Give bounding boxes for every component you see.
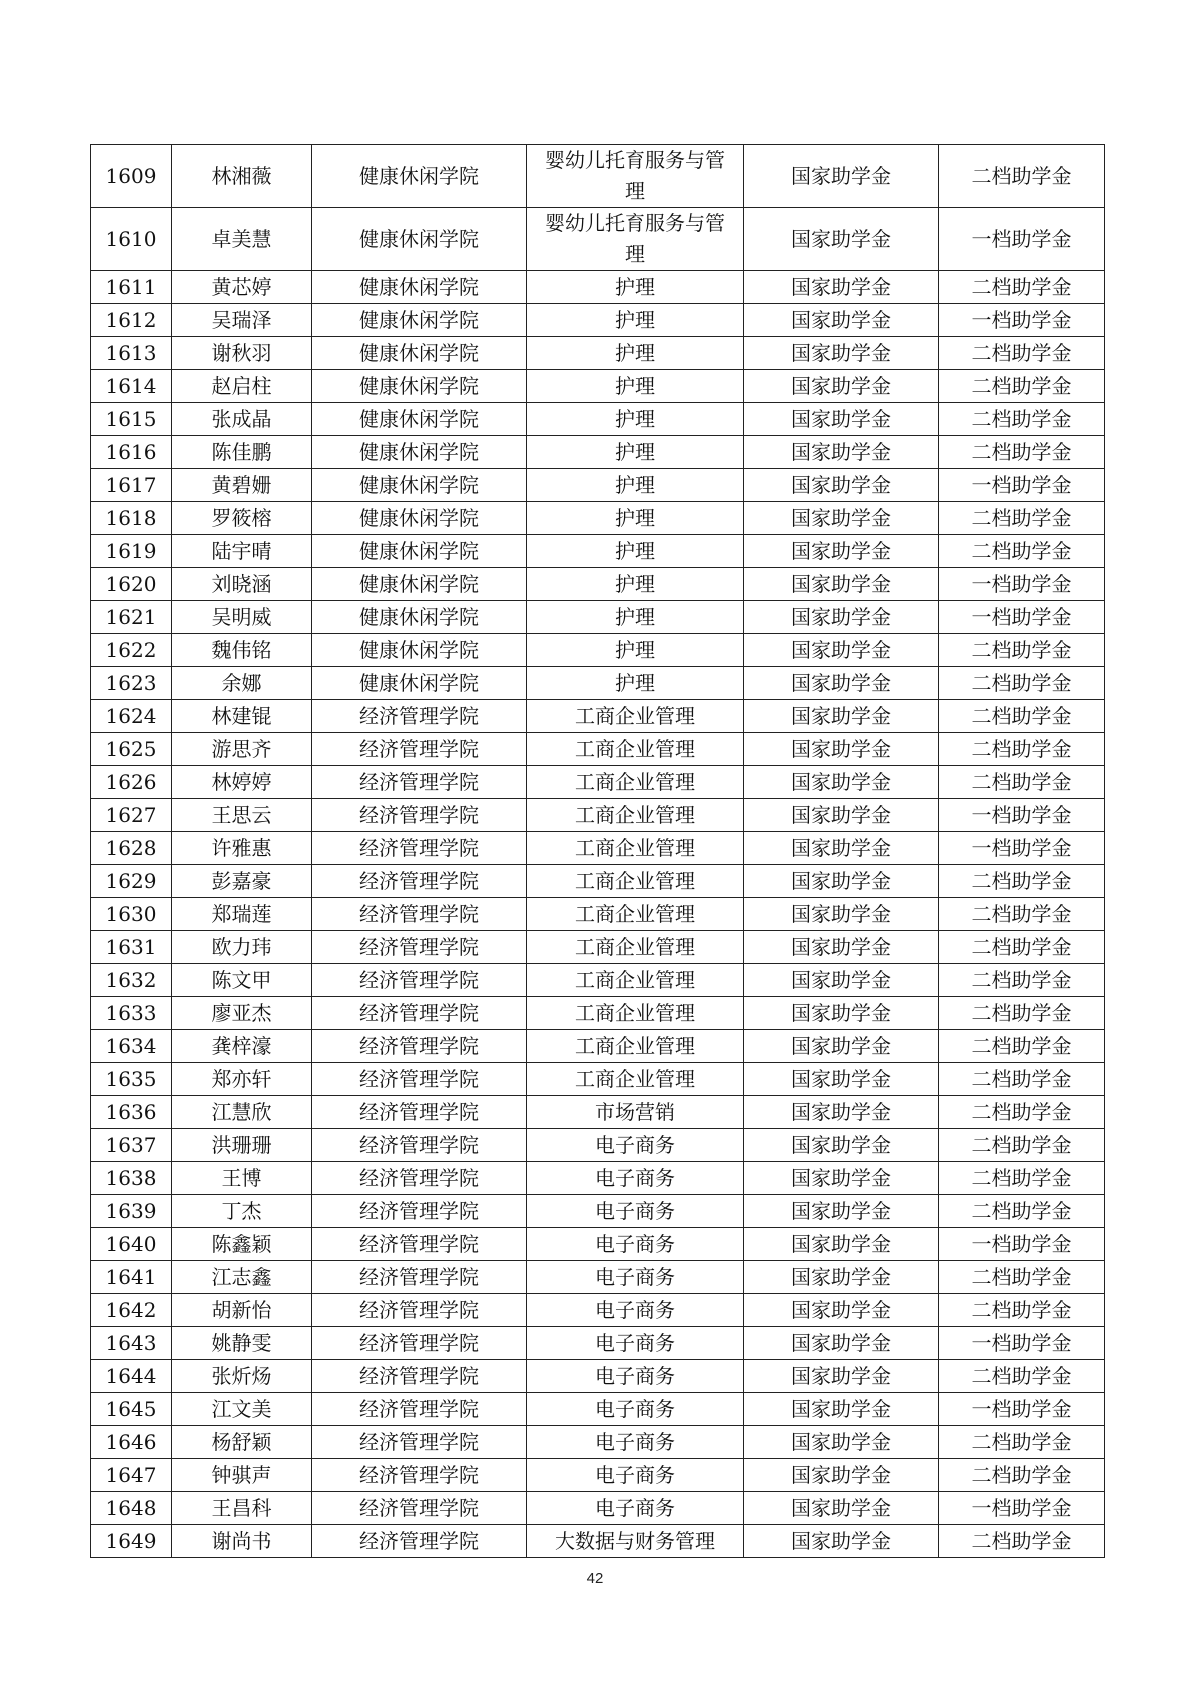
cell-grant-level: 二档助学金 [939, 1195, 1105, 1228]
cell-college: 经济管理学院 [312, 997, 527, 1030]
cell-number: 1639 [91, 1195, 172, 1228]
table-row [91, 1525, 1105, 1558]
cell-college: 经济管理学院 [312, 1195, 527, 1228]
cell-grant-type: 国家助学金 [744, 271, 939, 304]
cell-college: 经济管理学院 [312, 1294, 527, 1327]
cell-grant-type: 国家助学金 [744, 1459, 939, 1492]
cell-major: 大数据与财务管理 [527, 1525, 744, 1558]
cell-grant-level: 二档助学金 [939, 1459, 1105, 1492]
table-row [91, 700, 1105, 733]
cell-name: 王思云 [172, 799, 312, 832]
cell-college: 健康休闲学院 [312, 634, 527, 667]
cell-major: 工商企业管理 [527, 997, 744, 1030]
table-row [91, 601, 1105, 634]
cell-number: 1625 [91, 733, 172, 766]
table-row [91, 208, 1105, 271]
cell-grant-level: 二档助学金 [939, 766, 1105, 799]
cell-name: 游思齐 [172, 733, 312, 766]
cell-name: 王昌科 [172, 1492, 312, 1525]
table-row [91, 568, 1105, 601]
cell-college: 经济管理学院 [312, 964, 527, 997]
table-row [91, 832, 1105, 865]
cell-name: 吴瑞泽 [172, 304, 312, 337]
cell-grant-level: 二档助学金 [939, 898, 1105, 931]
cell-major: 工商企业管理 [527, 766, 744, 799]
cell-grant-type: 国家助学金 [744, 403, 939, 436]
cell-major: 婴幼儿托育服务与管理 [527, 145, 744, 208]
cell-number: 1647 [91, 1459, 172, 1492]
cell-number: 1612 [91, 304, 172, 337]
cell-grant-level: 二档助学金 [939, 1294, 1105, 1327]
cell-name: 江文美 [172, 1393, 312, 1426]
cell-name: 刘晓涵 [172, 568, 312, 601]
table-row [91, 1360, 1105, 1393]
cell-college: 经济管理学院 [312, 1459, 527, 1492]
cell-name: 陈鑫颖 [172, 1228, 312, 1261]
cell-grant-type: 国家助学金 [744, 898, 939, 931]
cell-grant-level: 一档助学金 [939, 568, 1105, 601]
table-row [91, 1393, 1105, 1426]
cell-grant-level: 一档助学金 [939, 304, 1105, 337]
cell-grant-type: 国家助学金 [744, 832, 939, 865]
cell-grant-level: 二档助学金 [939, 1096, 1105, 1129]
cell-grant-type: 国家助学金 [744, 568, 939, 601]
table-row [91, 634, 1105, 667]
cell-grant-type: 国家助学金 [744, 1228, 939, 1261]
cell-grant-level: 一档助学金 [939, 799, 1105, 832]
cell-grant-type: 国家助学金 [744, 997, 939, 1030]
cell-grant-type: 国家助学金 [744, 1426, 939, 1459]
table-row [91, 436, 1105, 469]
cell-college: 经济管理学院 [312, 1525, 527, 1558]
cell-grant-level: 一档助学金 [939, 1327, 1105, 1360]
table-row [91, 997, 1105, 1030]
cell-college: 健康休闲学院 [312, 667, 527, 700]
cell-name: 林建锟 [172, 700, 312, 733]
cell-grant-level: 一档助学金 [939, 1228, 1105, 1261]
cell-grant-type: 国家助学金 [744, 370, 939, 403]
cell-major: 电子商务 [527, 1393, 744, 1426]
cell-grant-type: 国家助学金 [744, 208, 939, 271]
cell-number: 1638 [91, 1162, 172, 1195]
cell-name: 吴明威 [172, 601, 312, 634]
cell-grant-level: 二档助学金 [939, 865, 1105, 898]
cell-grant-level: 二档助学金 [939, 403, 1105, 436]
cell-name: 郑瑞莲 [172, 898, 312, 931]
table-row [91, 337, 1105, 370]
table-row [91, 1195, 1105, 1228]
cell-grant-type: 国家助学金 [744, 1162, 939, 1195]
cell-grant-level: 二档助学金 [939, 700, 1105, 733]
cell-name: 丁杰 [172, 1195, 312, 1228]
table-row [91, 667, 1105, 700]
cell-major: 电子商务 [527, 1261, 744, 1294]
cell-grant-level: 二档助学金 [939, 145, 1105, 208]
cell-number: 1618 [91, 502, 172, 535]
cell-number: 1617 [91, 469, 172, 502]
cell-grant-level: 一档助学金 [939, 1393, 1105, 1426]
table-row [91, 1261, 1105, 1294]
cell-number: 1614 [91, 370, 172, 403]
grant-recipients-table [90, 144, 1105, 1558]
cell-grant-level: 一档助学金 [939, 1492, 1105, 1525]
cell-grant-level: 二档助学金 [939, 1162, 1105, 1195]
cell-grant-type: 国家助学金 [744, 766, 939, 799]
cell-major: 护理 [527, 568, 744, 601]
cell-college: 经济管理学院 [312, 1261, 527, 1294]
cell-name: 杨舒颖 [172, 1426, 312, 1459]
cell-grant-type: 国家助学金 [744, 304, 939, 337]
cell-grant-type: 国家助学金 [744, 535, 939, 568]
cell-college: 经济管理学院 [312, 799, 527, 832]
cell-college: 经济管理学院 [312, 1327, 527, 1360]
cell-major: 护理 [527, 667, 744, 700]
cell-major: 工商企业管理 [527, 832, 744, 865]
table-row [91, 1096, 1105, 1129]
cell-number: 1630 [91, 898, 172, 931]
cell-number: 1626 [91, 766, 172, 799]
cell-number: 1635 [91, 1063, 172, 1096]
cell-college: 经济管理学院 [312, 733, 527, 766]
cell-major: 电子商务 [527, 1162, 744, 1195]
cell-grant-level: 二档助学金 [939, 931, 1105, 964]
cell-grant-level: 二档助学金 [939, 1030, 1105, 1063]
table-row [91, 799, 1105, 832]
cell-major: 护理 [527, 304, 744, 337]
cell-grant-level: 二档助学金 [939, 1360, 1105, 1393]
cell-major: 电子商务 [527, 1360, 744, 1393]
cell-grant-type: 国家助学金 [744, 1360, 939, 1393]
cell-number: 1620 [91, 568, 172, 601]
table-row [91, 502, 1105, 535]
table-row [91, 145, 1105, 208]
table-row [91, 1228, 1105, 1261]
cell-name: 罗筱榕 [172, 502, 312, 535]
cell-grant-type: 国家助学金 [744, 1195, 939, 1228]
cell-grant-type: 国家助学金 [744, 469, 939, 502]
cell-grant-type: 国家助学金 [744, 436, 939, 469]
cell-college: 经济管理学院 [312, 700, 527, 733]
cell-grant-type: 国家助学金 [744, 700, 939, 733]
cell-name: 黄芯婷 [172, 271, 312, 304]
cell-name: 卓美慧 [172, 208, 312, 271]
cell-college: 经济管理学院 [312, 1162, 527, 1195]
cell-number: 1613 [91, 337, 172, 370]
cell-number: 1633 [91, 997, 172, 1030]
cell-major: 工商企业管理 [527, 799, 744, 832]
cell-grant-level: 一档助学金 [939, 832, 1105, 865]
cell-college: 经济管理学院 [312, 832, 527, 865]
cell-name: 王博 [172, 1162, 312, 1195]
cell-major: 护理 [527, 436, 744, 469]
table-row [91, 931, 1105, 964]
cell-college: 健康休闲学院 [312, 403, 527, 436]
cell-name: 钟骐声 [172, 1459, 312, 1492]
cell-major: 工商企业管理 [527, 865, 744, 898]
cell-major: 工商企业管理 [527, 700, 744, 733]
cell-college: 经济管理学院 [312, 1228, 527, 1261]
cell-grant-type: 国家助学金 [744, 1096, 939, 1129]
cell-grant-type: 国家助学金 [744, 1261, 939, 1294]
cell-college: 健康休闲学院 [312, 145, 527, 208]
cell-number: 1628 [91, 832, 172, 865]
cell-college: 经济管理学院 [312, 865, 527, 898]
cell-college: 经济管理学院 [312, 1030, 527, 1063]
table-row [91, 469, 1105, 502]
cell-number: 1611 [91, 271, 172, 304]
cell-college: 健康休闲学院 [312, 337, 527, 370]
cell-number: 1637 [91, 1129, 172, 1162]
cell-college: 健康休闲学院 [312, 304, 527, 337]
cell-name: 林湘薇 [172, 145, 312, 208]
cell-grant-type: 国家助学金 [744, 733, 939, 766]
cell-grant-level: 二档助学金 [939, 634, 1105, 667]
cell-number: 1615 [91, 403, 172, 436]
cell-college: 经济管理学院 [312, 766, 527, 799]
cell-number: 1609 [91, 145, 172, 208]
cell-number: 1616 [91, 436, 172, 469]
table-row [91, 1030, 1105, 1063]
cell-college: 健康休闲学院 [312, 535, 527, 568]
cell-major: 工商企业管理 [527, 1063, 744, 1096]
cell-grant-type: 国家助学金 [744, 1294, 939, 1327]
cell-name: 彭嘉豪 [172, 865, 312, 898]
cell-name: 郑亦轩 [172, 1063, 312, 1096]
cell-major: 电子商务 [527, 1228, 744, 1261]
cell-college: 经济管理学院 [312, 898, 527, 931]
cell-major: 护理 [527, 535, 744, 568]
cell-number: 1634 [91, 1030, 172, 1063]
cell-number: 1640 [91, 1228, 172, 1261]
cell-major: 护理 [527, 601, 744, 634]
cell-grant-level: 二档助学金 [939, 1063, 1105, 1096]
cell-major: 护理 [527, 469, 744, 502]
cell-number: 1643 [91, 1327, 172, 1360]
cell-grant-level: 二档助学金 [939, 436, 1105, 469]
cell-name: 胡新怡 [172, 1294, 312, 1327]
cell-college: 经济管理学院 [312, 1492, 527, 1525]
cell-major: 护理 [527, 370, 744, 403]
cell-grant-level: 二档助学金 [939, 337, 1105, 370]
cell-grant-level: 二档助学金 [939, 1525, 1105, 1558]
cell-name: 江慧欣 [172, 1096, 312, 1129]
cell-number: 1619 [91, 535, 172, 568]
cell-grant-level: 二档助学金 [939, 535, 1105, 568]
cell-major: 工商企业管理 [527, 964, 744, 997]
table-row [91, 1327, 1105, 1360]
cell-grant-type: 国家助学金 [744, 601, 939, 634]
cell-name: 江志鑫 [172, 1261, 312, 1294]
table-row [91, 733, 1105, 766]
cell-number: 1636 [91, 1096, 172, 1129]
table-row [91, 865, 1105, 898]
cell-college: 健康休闲学院 [312, 208, 527, 271]
table-row [91, 1294, 1105, 1327]
cell-name: 谢秋羽 [172, 337, 312, 370]
table-row [91, 898, 1105, 931]
cell-number: 1623 [91, 667, 172, 700]
cell-major: 工商企业管理 [527, 931, 744, 964]
table-row [91, 1129, 1105, 1162]
cell-name: 魏伟铭 [172, 634, 312, 667]
cell-number: 1610 [91, 208, 172, 271]
cell-major: 护理 [527, 403, 744, 436]
cell-major: 电子商务 [527, 1129, 744, 1162]
cell-grant-type: 国家助学金 [744, 337, 939, 370]
cell-college: 经济管理学院 [312, 1360, 527, 1393]
cell-name: 黄碧姗 [172, 469, 312, 502]
cell-name: 余娜 [172, 667, 312, 700]
cell-number: 1629 [91, 865, 172, 898]
cell-major: 婴幼儿托育服务与管理 [527, 208, 744, 271]
cell-major: 市场营销 [527, 1096, 744, 1129]
cell-number: 1646 [91, 1426, 172, 1459]
table-row [91, 304, 1105, 337]
table-row [91, 370, 1105, 403]
cell-name: 廖亚杰 [172, 997, 312, 1030]
cell-grant-type: 国家助学金 [744, 1030, 939, 1063]
cell-number: 1632 [91, 964, 172, 997]
cell-grant-type: 国家助学金 [744, 1129, 939, 1162]
cell-number: 1649 [91, 1525, 172, 1558]
cell-name: 张炘炀 [172, 1360, 312, 1393]
cell-major: 工商企业管理 [527, 733, 744, 766]
cell-college: 健康休闲学院 [312, 370, 527, 403]
cell-major: 电子商务 [527, 1195, 744, 1228]
table-row [91, 535, 1105, 568]
cell-grant-level: 一档助学金 [939, 208, 1105, 271]
cell-name: 姚静雯 [172, 1327, 312, 1360]
cell-grant-level: 二档助学金 [939, 964, 1105, 997]
cell-major: 电子商务 [527, 1426, 744, 1459]
cell-college: 经济管理学院 [312, 1096, 527, 1129]
table-row [91, 964, 1105, 997]
cell-college: 经济管理学院 [312, 1129, 527, 1162]
cell-grant-level: 二档助学金 [939, 271, 1105, 304]
cell-number: 1644 [91, 1360, 172, 1393]
cell-major: 电子商务 [527, 1327, 744, 1360]
cell-name: 陈佳鹏 [172, 436, 312, 469]
cell-name: 林婷婷 [172, 766, 312, 799]
cell-major: 电子商务 [527, 1492, 744, 1525]
cell-major: 工商企业管理 [527, 1030, 744, 1063]
cell-college: 经济管理学院 [312, 1063, 527, 1096]
cell-number: 1622 [91, 634, 172, 667]
cell-grant-type: 国家助学金 [744, 1063, 939, 1096]
cell-name: 许雅惠 [172, 832, 312, 865]
page-number: 42 [586, 1570, 604, 1587]
cell-grant-level: 二档助学金 [939, 502, 1105, 535]
cell-name: 谢尚书 [172, 1525, 312, 1558]
table-row [91, 766, 1105, 799]
cell-grant-type: 国家助学金 [744, 865, 939, 898]
cell-college: 健康休闲学院 [312, 469, 527, 502]
table-row [91, 1492, 1105, 1525]
cell-name: 洪珊珊 [172, 1129, 312, 1162]
cell-college: 健康休闲学院 [312, 601, 527, 634]
cell-college: 健康休闲学院 [312, 271, 527, 304]
cell-grant-type: 国家助学金 [744, 667, 939, 700]
cell-major: 电子商务 [527, 1294, 744, 1327]
table-row [91, 271, 1105, 304]
cell-grant-type: 国家助学金 [744, 799, 939, 832]
cell-number: 1627 [91, 799, 172, 832]
table-row [91, 1426, 1105, 1459]
cell-grant-type: 国家助学金 [744, 1393, 939, 1426]
cell-college: 经济管理学院 [312, 1393, 527, 1426]
table-row [91, 1459, 1105, 1492]
cell-major: 工商企业管理 [527, 898, 744, 931]
cell-grant-level: 二档助学金 [939, 733, 1105, 766]
cell-major: 护理 [527, 634, 744, 667]
cell-number: 1641 [91, 1261, 172, 1294]
table-row [91, 1063, 1105, 1096]
cell-name: 陆宇晴 [172, 535, 312, 568]
table-row [91, 1162, 1105, 1195]
cell-grant-level: 一档助学金 [939, 601, 1105, 634]
cell-number: 1648 [91, 1492, 172, 1525]
cell-grant-type: 国家助学金 [744, 634, 939, 667]
cell-number: 1642 [91, 1294, 172, 1327]
cell-grant-level: 二档助学金 [939, 667, 1105, 700]
cell-name: 陈文甲 [172, 964, 312, 997]
cell-grant-type: 国家助学金 [744, 502, 939, 535]
cell-grant-type: 国家助学金 [744, 1492, 939, 1525]
cell-number: 1645 [91, 1393, 172, 1426]
cell-grant-type: 国家助学金 [744, 145, 939, 208]
cell-number: 1624 [91, 700, 172, 733]
cell-grant-level: 二档助学金 [939, 370, 1105, 403]
cell-college: 健康休闲学院 [312, 502, 527, 535]
cell-grant-level: 一档助学金 [939, 469, 1105, 502]
cell-name: 龚梓濠 [172, 1030, 312, 1063]
cell-college: 经济管理学院 [312, 931, 527, 964]
cell-grant-level: 二档助学金 [939, 1129, 1105, 1162]
table-row [91, 403, 1105, 436]
cell-major: 电子商务 [527, 1459, 744, 1492]
cell-grant-level: 二档助学金 [939, 997, 1105, 1030]
cell-grant-type: 国家助学金 [744, 964, 939, 997]
cell-major: 护理 [527, 271, 744, 304]
cell-college: 健康休闲学院 [312, 568, 527, 601]
cell-major: 护理 [527, 502, 744, 535]
table-body [91, 145, 1105, 1558]
cell-grant-level: 二档助学金 [939, 1261, 1105, 1294]
cell-number: 1621 [91, 601, 172, 634]
cell-grant-type: 国家助学金 [744, 931, 939, 964]
cell-major: 护理 [527, 337, 744, 370]
cell-number: 1631 [91, 931, 172, 964]
cell-grant-type: 国家助学金 [744, 1525, 939, 1558]
cell-name: 赵启柱 [172, 370, 312, 403]
cell-name: 欧力玮 [172, 931, 312, 964]
cell-name: 张成晶 [172, 403, 312, 436]
cell-college: 经济管理学院 [312, 1426, 527, 1459]
cell-college: 健康休闲学院 [312, 436, 527, 469]
cell-grant-level: 二档助学金 [939, 1426, 1105, 1459]
cell-grant-type: 国家助学金 [744, 1327, 939, 1360]
